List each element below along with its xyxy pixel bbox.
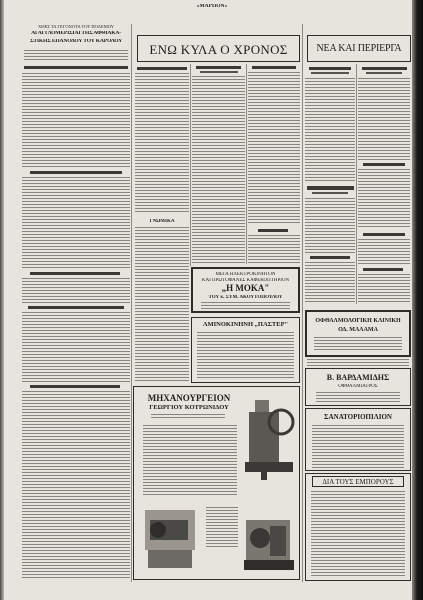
machine-illustration [140, 500, 200, 572]
left-kicker: ΧΘΕΣ ΤΑ ΓΕΓΟΝΟΤΑ ΤΟΥ ΠΟΛΕΜΟΥ [37, 25, 115, 29]
body-text-lines [358, 239, 410, 264]
column-rule [190, 64, 191, 266]
body-text-lines [201, 302, 290, 309]
machine-illustration [240, 512, 298, 574]
left-headline-line2: ΣΤΙΚΗΣ ΕΠΑΝΟΔΟΥ ΤΟΥ ΚΑΡΟΛΟΥ [29, 39, 123, 44]
body-text-lines [206, 507, 238, 547]
column-heading [252, 66, 296, 69]
column-heading [363, 268, 403, 271]
column-heading [363, 233, 405, 236]
column-subheading [366, 72, 402, 74]
body-text-lines [358, 169, 410, 229]
body-text-lines [192, 76, 245, 263]
body-text-lines [248, 72, 300, 223]
column-rule [131, 24, 132, 582]
body-text-lines [358, 274, 410, 302]
body-text-lines [22, 278, 130, 303]
machine-part [255, 400, 269, 414]
scan-edge-right [412, 0, 423, 600]
merchants-title-box [312, 476, 404, 487]
column-subheading [200, 71, 238, 73]
sanatorium-title: ΣΑΝΑΤΟΡΙΟΠΙΛΙΟΝ [324, 414, 392, 421]
machine-part [249, 412, 279, 462]
column-heading [363, 163, 405, 166]
body-text-lines [305, 198, 355, 253]
left-section-heading [24, 66, 128, 69]
pasteur-title: ΑΜΙΝΟΚΙΝΗΝΗ „ΠΑΣΤΕΡ" [202, 322, 289, 328]
column-heading [310, 256, 350, 259]
body-text-lines [135, 227, 189, 381]
right-banner: ΝΕΑ ΚΑΙ ΠΕΡΙΕΡΓΑ [316, 44, 402, 54]
body-text-lines [248, 235, 300, 263]
column-rule [246, 64, 247, 264]
machine-shop-ad [133, 386, 300, 580]
body-text-lines [311, 491, 405, 577]
column-heading [307, 186, 354, 190]
left-section-heading [30, 272, 120, 275]
left-headline-line1: ΑΙ ΑΓΓΛΟΜΕΡΙΣΙΑΙ ΤΗΣ ΑΦΘΙΑΚΑ- [31, 31, 121, 36]
column-heading [362, 67, 407, 70]
body-text-lines [22, 391, 130, 578]
merchants-title: ΔΙΑ ΤΟΥΣ ΕΜΠΟΡΟΥΣ [322, 479, 394, 486]
left-section-heading [30, 385, 120, 388]
eye-clinic-ad [305, 310, 411, 357]
body-text-lines [197, 332, 294, 379]
column-heading [137, 67, 187, 70]
moka-line1: ΜΕΓΑ ΗΛΕΚΤΡΟΚΙΝΗΤΟΝ [215, 272, 276, 277]
body-text-lines [314, 337, 402, 352]
center-banner: ΕΝΩ ΚΥΛΑ Ο ΧΡΟΝΟΣ [149, 43, 288, 56]
right-banner-box [307, 35, 411, 62]
body-text-lines [307, 359, 409, 366]
column-rule [302, 24, 303, 582]
doctor-title: ΟΦΘΑΛΜΙΑΤΡΟΣ [338, 384, 378, 389]
center-banner-box [137, 35, 300, 62]
moka-ad [191, 267, 300, 313]
machine-part [148, 550, 192, 568]
eye-clinic-line1: ΟΦΘΑΛΜΟΛΟΓΙΚΗ ΚΛΙΝΙΚΗ [315, 318, 401, 324]
left-section-heading [30, 171, 122, 174]
sanatorium-ad [305, 408, 411, 471]
pasteur-ad [191, 317, 300, 383]
merchants-notice [305, 473, 411, 581]
column-heading-gnomika: ΓΝΩΜΙΚΑ [149, 219, 175, 224]
body-text-lines [22, 312, 130, 382]
body-text-lines [358, 78, 410, 160]
machine-shop-owner: ΓΕΩΡΓΙΟΥ ΚΟΤΡΩΝΙΔΟΥ [149, 405, 229, 411]
machine-part [261, 472, 267, 480]
body-text-lines [143, 425, 237, 497]
body-text-lines [312, 425, 404, 468]
masthead-title: «ΜΑΡΠΟΝ» [196, 4, 228, 9]
moka-line2: ΚΑΙ ΠΡΩΤΟΦΑΝΕΣ ΚΑΦΕΚΟΠΤΗΡΙΟΝ [201, 278, 290, 283]
machine-part [245, 462, 293, 472]
column-subheading [312, 192, 348, 194]
column-heading [309, 67, 351, 70]
column-rule [356, 64, 357, 304]
left-subhead-lines [24, 50, 128, 61]
body-text-lines [151, 414, 225, 420]
body-text-lines [22, 73, 130, 168]
machine-part [244, 560, 294, 570]
body-text-lines [305, 262, 355, 302]
body-text-lines [135, 73, 189, 214]
body-text-lines [316, 392, 400, 402]
scan-edge-left [0, 0, 4, 600]
machine-shop-title: ΜΗΧΑΝΟΥΡΓΕΙΟΝ [147, 394, 231, 403]
machine-part [250, 528, 270, 548]
doctor-ad [305, 368, 411, 406]
doctor-name: Β. ΒΑΡΔΑΜΙΔΗΣ [326, 374, 390, 382]
column-heading [196, 66, 241, 69]
machine-part [270, 526, 286, 556]
eye-clinic-line2: ΟΔ. ΜΑΛΑΜΑ [338, 327, 378, 333]
column-subheading [311, 72, 349, 74]
moka-owner: ΤΟΥ κ. ΣΥΜ. ΑΚΟΥΤΟΠΟΥΛΟΥ [208, 295, 283, 300]
left-section-heading [28, 306, 124, 309]
column-heading [258, 229, 288, 232]
machine-part [150, 522, 166, 538]
moka-name: „Η ΜΟΚΑ" [221, 284, 270, 293]
body-text-lines [305, 78, 355, 183]
machine-illustration [241, 392, 297, 482]
body-text-lines [22, 177, 130, 268]
